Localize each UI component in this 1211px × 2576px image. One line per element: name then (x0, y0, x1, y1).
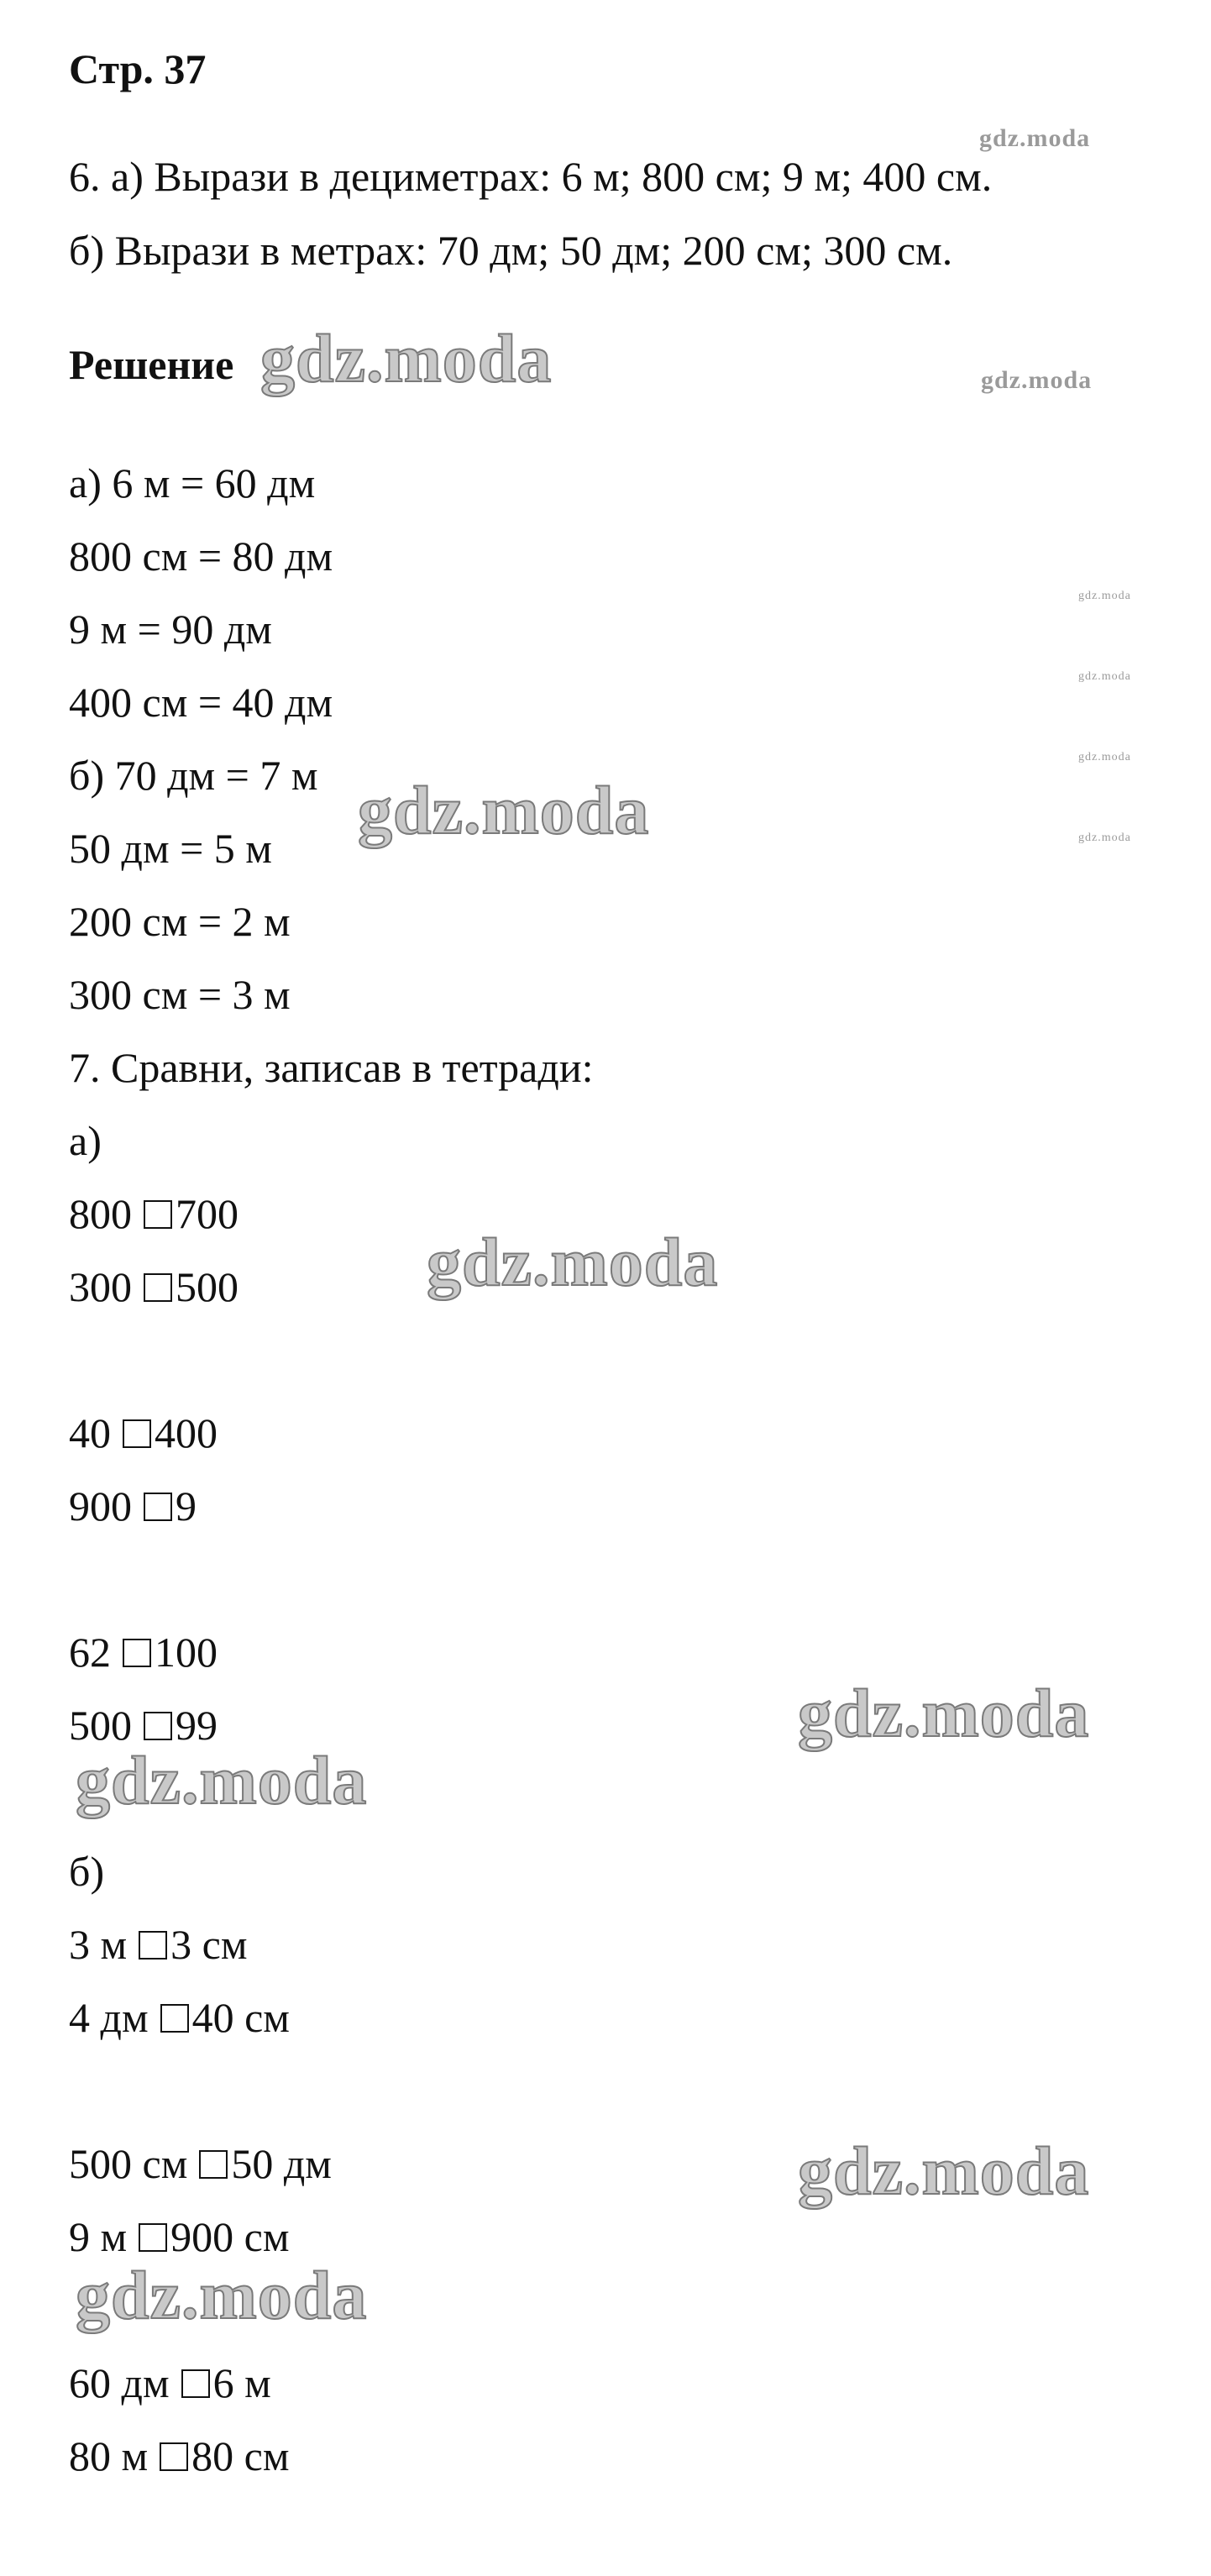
comparison-box (144, 1493, 172, 1521)
comparison-left: 300 (69, 1263, 132, 1310)
comparison-box (123, 1639, 151, 1667)
task7-title: 7. Сравни, записав в тетради: (69, 1044, 594, 1091)
comparison-right: 3 см (170, 1921, 248, 1968)
comparison-box (160, 2004, 189, 2033)
comparison-box (144, 1273, 172, 1302)
solution-line: 400 см = 40 дм (69, 679, 333, 726)
solution-line: 800 см = 80 дм (69, 533, 333, 580)
comparison-right: 400 (155, 1409, 218, 1456)
comparison-box (139, 2223, 167, 2252)
watermark: gdz.moda (76, 2257, 368, 2333)
comparison-right: 500 (176, 1263, 239, 1310)
solution-line: а) 6 м = 60 дм (69, 459, 316, 506)
comparison-box (144, 1712, 172, 1740)
comparison-row (69, 1627, 218, 1677)
watermark: gdz.moda (1078, 832, 1131, 844)
comparison-left: 62 (69, 1629, 111, 1676)
watermark: gdz.moda (1078, 590, 1131, 602)
comparison-left: 500 см (69, 2140, 188, 2187)
comparison-box (160, 2442, 188, 2471)
comparison-left: 4 дм (69, 1994, 149, 2041)
comparison-box (144, 1200, 172, 1229)
comparison-row (69, 1481, 197, 1531)
comparison-left: 900 (69, 1482, 132, 1529)
comparison-row (69, 2358, 271, 2408)
solution-line: 50 дм = 5 м (69, 825, 272, 872)
watermark: gdz.moda (1078, 751, 1131, 763)
comparison-row (69, 1262, 239, 1312)
task7-part-b-label: б) (69, 1848, 105, 1895)
watermark: gdz.moda (427, 1224, 719, 1300)
comparison-box (139, 1931, 167, 1960)
task6-part-b: б) Вырази в метрах: 70 дм; 50 дм; 200 см; 300 см. (69, 227, 953, 274)
watermark: gdz.moda (1078, 670, 1131, 683)
comparison-right: 9 (176, 1482, 197, 1529)
comparison-row (69, 1992, 290, 2043)
comparison-right: 6 м (212, 2359, 271, 2406)
comparison-row (69, 1188, 239, 1239)
comparison-right: 50 дм (231, 2140, 332, 2187)
comparison-box (181, 2369, 210, 2398)
comparison-right: 900 см (170, 2213, 290, 2260)
comparison-right: 100 (155, 1629, 218, 1676)
comparison-row (69, 2431, 289, 2481)
comparison-right: 40 см (191, 1994, 290, 2041)
task6-part-a: 6. а) Вырази в дециметрах: 6 м; 800 см; 9 м; 400 см. (69, 153, 993, 200)
watermark: gdz.moda (76, 1742, 368, 1818)
task7-part-a-label: а) (69, 1117, 102, 1164)
comparison-left: 60 дм (69, 2359, 170, 2406)
watermark: gdz.moda (358, 772, 650, 848)
comparison-row (69, 1408, 218, 1458)
watermark: gdz.moda (798, 2133, 1090, 2209)
comparison-right: 99 (176, 1702, 218, 1749)
solution-heading: Решение (69, 341, 234, 388)
comparison-left: 3 м (69, 1921, 128, 1968)
solution-line: 9 м = 90 дм (69, 606, 272, 653)
page-title: Стр. 37 (69, 45, 207, 92)
comparison-row (69, 2211, 289, 2262)
solution-line: 300 см = 3 м (69, 971, 291, 1018)
comparison-left: 40 (69, 1409, 111, 1456)
watermark: gdz.moda (981, 366, 1093, 394)
comparison-left: 9 м (69, 2213, 128, 2260)
watermark: gdz.moda (798, 1675, 1090, 1751)
solution-line: б) 70 дм = 7 м (69, 752, 318, 799)
comparison-right: 700 (176, 1190, 239, 1237)
comparison-box (123, 1419, 151, 1448)
watermark: gdz.moda (979, 124, 1091, 152)
watermark: gdz.moda (260, 320, 553, 396)
comparison-left: 800 (69, 1190, 132, 1237)
comparison-right: 80 см (191, 2432, 290, 2479)
solution-line: 200 см = 2 м (69, 898, 291, 945)
comparison-left: 500 (69, 1702, 132, 1749)
comparison-left: 80 м (69, 2432, 149, 2479)
comparison-row (69, 1919, 247, 1970)
comparison-row (69, 2138, 332, 2189)
comparison-box (199, 2150, 228, 2179)
